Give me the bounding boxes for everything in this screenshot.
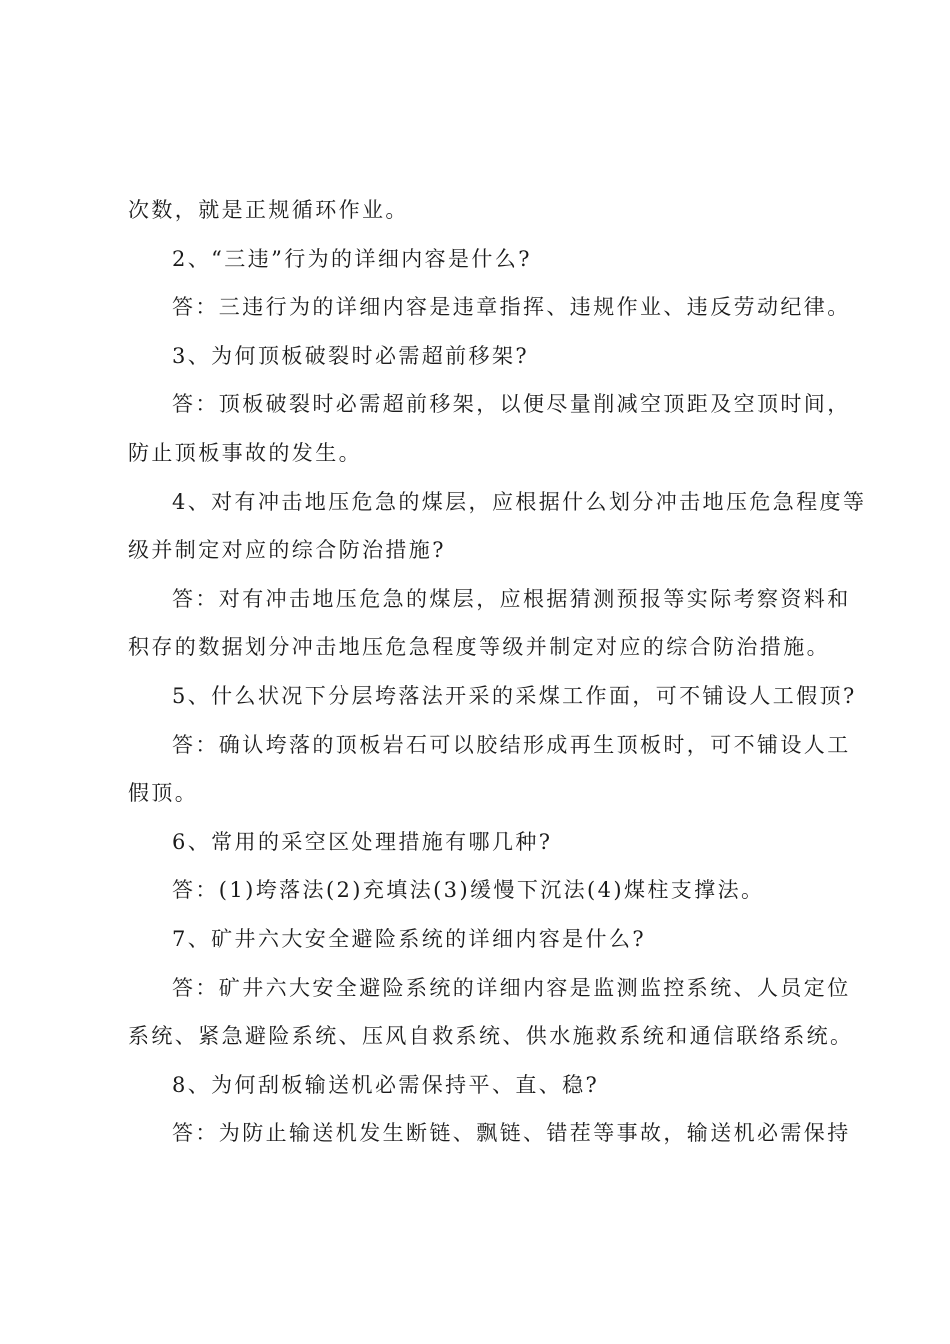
- text-line: 次数，就是正规循环作业。: [128, 198, 409, 222]
- answer-line: 答：矿井六大安全避险系统的详细内容是监测监控系统、人员定位: [172, 975, 851, 1000]
- answer-line: 答：三违行为的详细内容是违章指挥、违规作业、违反劳动纪律。: [172, 295, 851, 320]
- answer-line: 答：顶板破裂时必需超前移架，以便尽量削减空顶距及空顶时间，: [172, 392, 851, 417]
- answer-line: 答：为防止输送机发生断链、飘链、错茬等事故，输送机必需保持: [172, 1121, 851, 1146]
- answer-line: 答：(1)垮落法(2)充填法(3)缓慢下沉法(4)煤柱支撑法。: [172, 878, 765, 903]
- question-line: 2、“三违”行为的详细内容是什么?: [172, 246, 532, 271]
- text-line: 积存的数据划分冲击地压危急程度等级并制定对应的综合防治措施。: [128, 635, 830, 660]
- text-line: 假顶。: [128, 781, 199, 806]
- question-line: 5、什么状况下分层垮落法开采的采煤工作面，可不铺设人工假顶?: [172, 683, 857, 708]
- question-line: 8、为何刮板输送机必需保持平、直、稳?: [172, 1072, 600, 1097]
- question-line: 4、对有冲击地压危急的煤层，应根据什么划分冲击地压危急程度等: [172, 489, 867, 514]
- text-line: 系统、紧急避险系统、压风自救系统、供水施救系统和通信联络系统。: [128, 1024, 854, 1049]
- answer-line: 答：确认垮落的顶板岩石可以胶结形成再生顶板时，可不铺设人工: [172, 732, 851, 757]
- document-body: [128, 186, 867, 1158]
- answer-line: 答：对有冲击地压危急的煤层，应根据猜测预报等实际考察资料和: [172, 586, 851, 611]
- question-line: 7、矿井六大安全避险系统的详细内容是什么?: [172, 926, 647, 951]
- question-line: 6、常用的采空区处理措施有哪几种?: [172, 829, 553, 854]
- text-line: 级并制定对应的综合防治措施?: [128, 538, 446, 563]
- text-line: 防止顶板事故的发生。: [128, 440, 362, 465]
- question-line: 3、为何顶板破裂时必需超前移架?: [172, 343, 530, 368]
